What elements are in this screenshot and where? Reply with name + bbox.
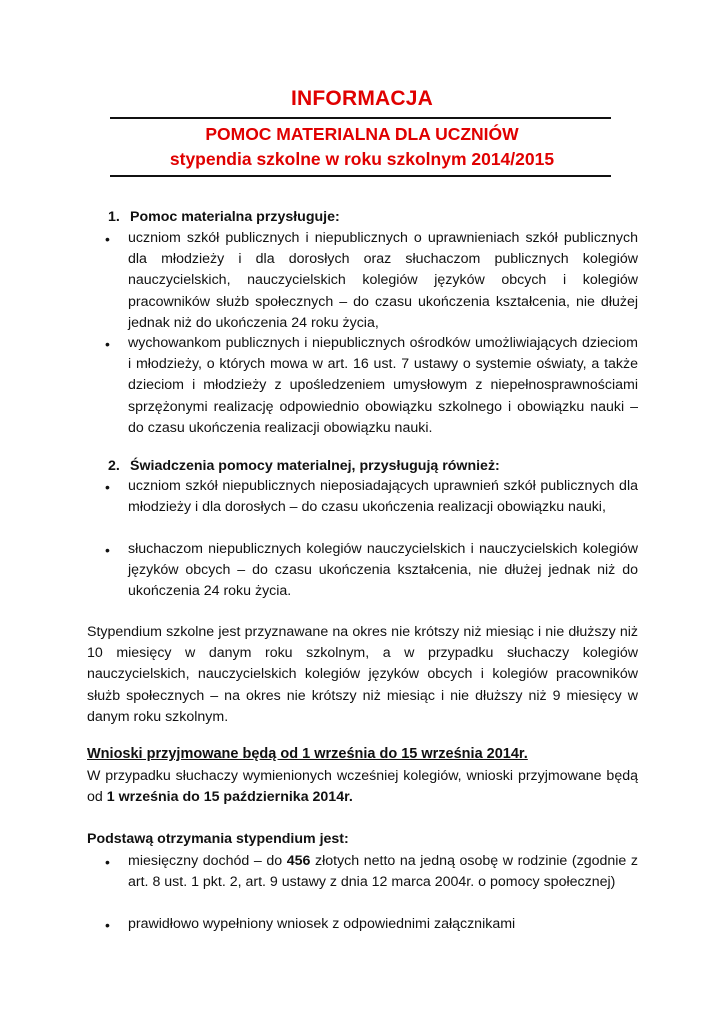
section2-bullet-2: słuchaczom niepublicznych kolegiów nauczycielskich i nauczycielskich kolegiów języków obcych – do czasu ukończenia kształcenia, nie dłużej jednak niż do ukończenia 24 roku życia. [128,541,638,600]
document-subtitle-line1: POMOC MATERIALNA DLA UCZNIÓW [205,124,519,144]
applications-text: W przypadku słuchaczy wymienionych wcześniej kolegiów, wnioski przyjmowane będą od [87,768,638,806]
section2-heading-text: Świadczenia pomocy materialnej, przysługują również: [130,458,500,474]
document-subtitle-line2: stypendia szkolne w roku szkolnym 2014/2015 [169,149,555,169]
basis-bullet-1-suffix: złotych netto na jedną osobę w rodzinie (zgodnie z art. 8 ust. 1 pkt. 2, art. 9 ustawy z dnia 12 marca 2004r. o pomocy społecznej) [128,853,638,891]
section1-heading [108,207,340,228]
title-rule-top [110,117,611,119]
bullet-icon: • [105,854,110,870]
bullet-icon: • [105,336,110,352]
basis-bullet-2: prawidłowo wypełniony wniosek z odpowiednimi załącznikami [128,916,516,932]
bullet-icon: • [105,917,110,933]
stipend-paragraph: Stypendium szkolne jest przyznawane na okres nie krótszy niż miesiąc i nie dłuższy niż 10 miesięcy w danym roku szkolnym, a w przypadku słuchaczy kolegiów nauczycielskich, nauczycielskich kolegiów języków obcych i kolegiów pracowników służb społecznych – na okres nie krótszy niż miesiąc i nie dłuższy niż 9 miesięcy w danym roku szkolnym. [87,624,638,725]
section1-number: 1. [108,209,120,225]
document-title: INFORMACJA [291,87,433,110]
section2-bullet-1: uczniom szkół niepublicznych nieposiadających uprawnień szkół publicznych dla młodzieży i dla dorosłych – do czasu ukończenia realizacji obowiązku nauki, [128,478,638,516]
section2-heading [108,456,500,477]
bullet-icon: • [105,231,110,247]
basis-heading: Podstawą otrzymania stypendium jest: [87,831,349,847]
section2-number: 2. [108,458,120,474]
applications-paragraph [87,766,638,808]
bullet-icon: • [105,542,110,558]
section1-bullet-1: uczniom szkół publicznych i niepublicznych o uprawnieniach szkół publicznych dla młodzieży i dla dorosłych oraz słuchaczom publicznych kolegiów nauczycielskich, nauczycielskich kolegiów języków obcych i kolegiów pracowników służb społecznych – do czasu ukończenia kształcenia, nie dłużej jednak niż do ukończenia 24 roku życia, [128,230,638,331]
applications-title: Wnioski przyjmowane będą od 1 września do 15 września 2014r. [87,746,528,762]
section1-bullet-2: wychowankom publicznych i niepublicznych ośrodków umożliwiających dzieciom i młodzieży, o których mowa w art. 16 ust. 7 ustawy o systemie oświaty, a także dzieciom i młodzieży z upośledzeniem umysłowym z niepełnosprawnościami sprzężonymi realizację odpowiednio obowiązku szkolnego i obowiązku nauki – do czasu ukończenia realizacji obowiązku nauki. [128,335,638,436]
section1-heading-text: Pomoc materialna przysługuje: [130,209,340,225]
basis-bullet-1-prefix: miesięczny dochód – do [128,853,287,869]
bullet-icon: • [105,479,110,495]
income-amount: 456 [286,853,311,869]
basis-bullet-1 [128,851,638,893]
applications-dates: 1 września do 15 października 2014r. [106,789,353,806]
title-rule-bottom [110,175,611,177]
